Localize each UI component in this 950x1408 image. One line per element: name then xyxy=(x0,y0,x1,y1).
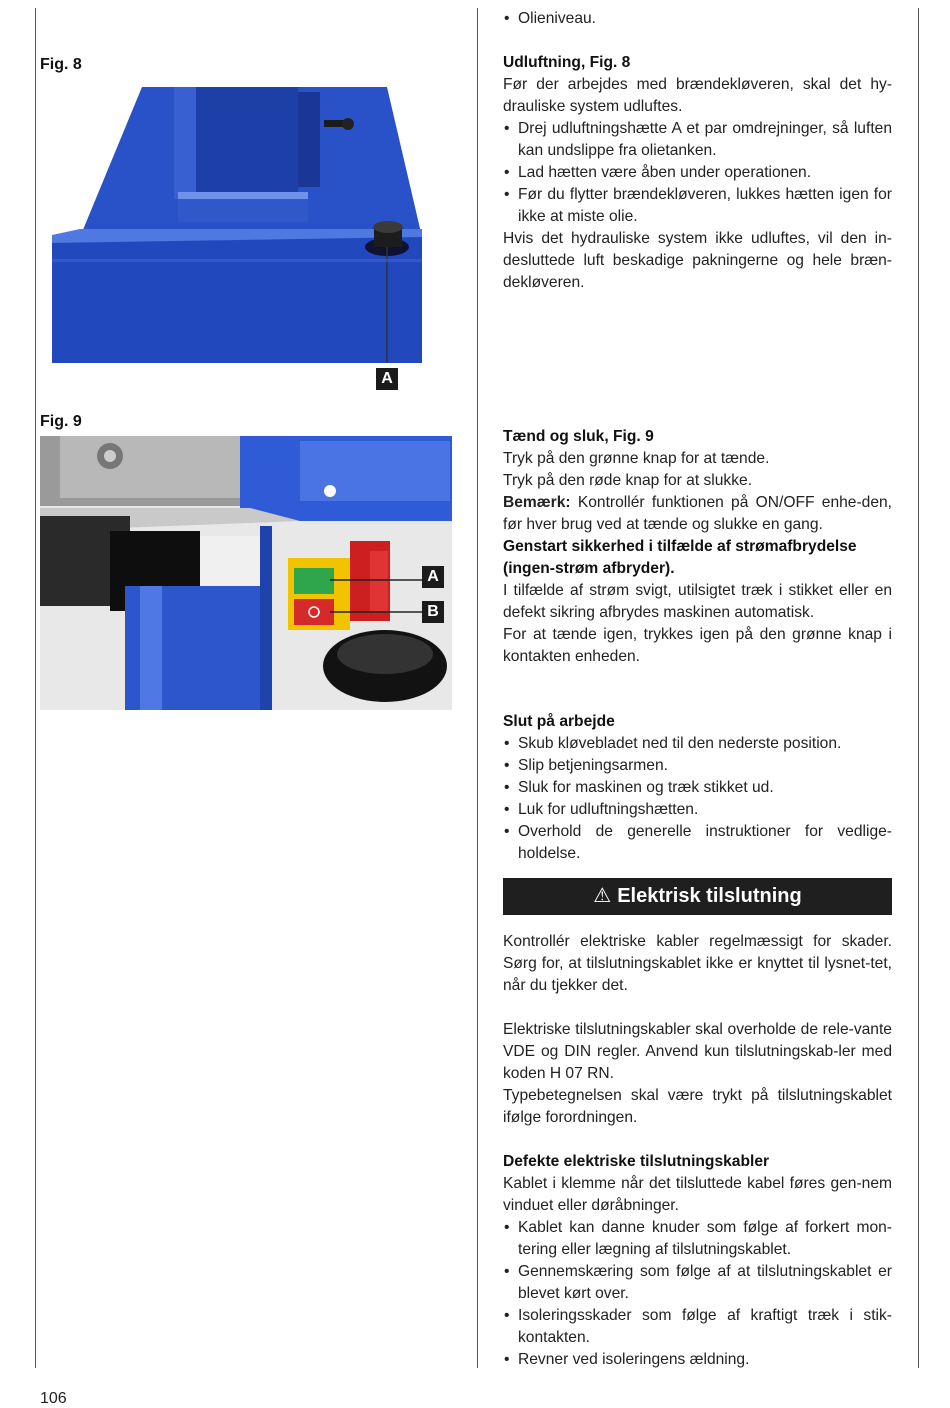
taend-line1: Tryk på den grønne knap for at tænde. xyxy=(503,450,770,467)
banner-title: Elektrisk tilslutning xyxy=(617,885,802,907)
fig8-photo xyxy=(52,87,422,363)
list-item: • Revner ved isoleringens ældning. xyxy=(503,1349,892,1371)
text-block-slut xyxy=(503,711,892,865)
defekte-intro: Kablet i klemme når det tilsluttede kabel føres gen-nem vinduet eller døråbninger. xyxy=(503,1175,892,1214)
text-block-udluftning xyxy=(503,8,892,294)
list-item: • Skub kløvebladet ned til den nederste position. xyxy=(503,733,892,755)
fig9-machine-illustration xyxy=(40,436,452,710)
udluftning-intro: Før der arbejdes med brændekløveren, skal det hy-drauliske system udluftes. xyxy=(503,76,892,115)
restart-p2: For at tænde igen, trykkes igen på den grønne knap i kontakten enheden. xyxy=(503,626,892,665)
list-item: • Drej udluftningshætte A et par omdrejninger, så luften kan undslippe fra olietanken. xyxy=(503,118,892,162)
list-item: • Kablet kan danne knuder som følge af forkert mon-tering eller lægning af tilslutningskablet. xyxy=(503,1217,892,1261)
defekte-heading: Defekte elektriske tilslutningskabler xyxy=(503,1153,770,1170)
fig8-label: Fig. 8 xyxy=(40,56,82,73)
list-item: • Før du flytter brændekløveren, lukkes hætten igen for ikke at miste olie. xyxy=(503,184,892,228)
section-heading-taend: Tænd og sluk, Fig. 9 xyxy=(503,428,654,445)
fig9-callout-a: A xyxy=(422,566,444,588)
restart-heading: Genstart sikkerhed i tilfælde af strømafbrydelse (ingen-strøm afbryder). xyxy=(503,538,857,577)
fig9-photo xyxy=(40,436,452,710)
list-item: • Overhold de generelle instruktioner for vedlige-holdelse. xyxy=(503,821,892,865)
right-margin-rule xyxy=(918,8,919,1368)
section-heading-slut: Slut på arbejde xyxy=(503,713,615,730)
text-block-elektrisk xyxy=(503,878,892,1371)
udluftning-outro: Hvis det hydrauliske system ikke udluftes, vil den in-desluttede luft beskadige pakningerne og hele bræn-dekløveren. xyxy=(503,230,892,291)
list-item: • Luk for udluftningshætten. xyxy=(503,799,892,821)
elektrisk-p2: Elektriske tilslutningskabler skal overholde de rele-vante VDE og DIN regler. Anvend kun tilslutningskab-ler med koden H 07 RN. xyxy=(503,1021,892,1082)
warning-icon: ⚠ xyxy=(593,885,612,907)
slut-bullets xyxy=(503,733,892,865)
fig8-machine-illustration xyxy=(52,87,422,363)
restart-p1: I tilfælde af strøm svigt, utilsigtet træk i stikket eller en defekt sikring afbrydes maskinen automatisk. xyxy=(503,582,892,621)
taend-line2: Tryk på den røde knap for at slukke. xyxy=(503,472,753,489)
fig8-callout-a: A xyxy=(376,368,398,390)
note-text: Kontrollér funktionen på ON/OFF enhe-den, før hver brug ved at tænde og slukke en gang. xyxy=(503,494,892,533)
list-item: • Olieniveau. xyxy=(503,8,892,30)
taend-note xyxy=(503,492,892,536)
section-banner-elektrisk xyxy=(503,878,892,915)
fig9-callout-b: B xyxy=(422,601,444,623)
list-item: • Slip betjeningsarmen. xyxy=(503,755,892,777)
list-item: • Lad hætten være åben under operationen. xyxy=(503,162,892,184)
page-number: 106 xyxy=(40,1390,67,1407)
note-label: Bemærk: xyxy=(503,494,571,511)
oil-bullet-list xyxy=(503,8,892,30)
list-item: • Sluk for maskinen og træk stikket ud. xyxy=(503,777,892,799)
elektrisk-p1: Kontrollér elektriske kabler regelmæssigt for skader. Sørg for, at tilslutningskablet ikke er knyttet til lysnet-tet, når du tjekker det. xyxy=(503,933,892,994)
udluftning-bullets xyxy=(503,118,892,228)
list-item: • Isoleringsskader som følge af kraftigt træk i stik-kontakten. xyxy=(503,1305,892,1349)
list-item: • Gennemskæring som følge af at tilslutningskablet er blevet kørt over. xyxy=(503,1261,892,1305)
defekte-bullets xyxy=(503,1217,892,1371)
elektrisk-p3: Typebetegnelsen skal være trykt på tilslutningskablet ifølge forordningen. xyxy=(503,1087,892,1126)
column-divider xyxy=(477,8,478,1368)
section-heading-udluftning: Udluftning, Fig. 8 xyxy=(503,54,631,71)
fig9-label: Fig. 9 xyxy=(40,413,82,430)
left-margin-rule xyxy=(35,8,36,1368)
text-block-taend xyxy=(503,426,892,668)
